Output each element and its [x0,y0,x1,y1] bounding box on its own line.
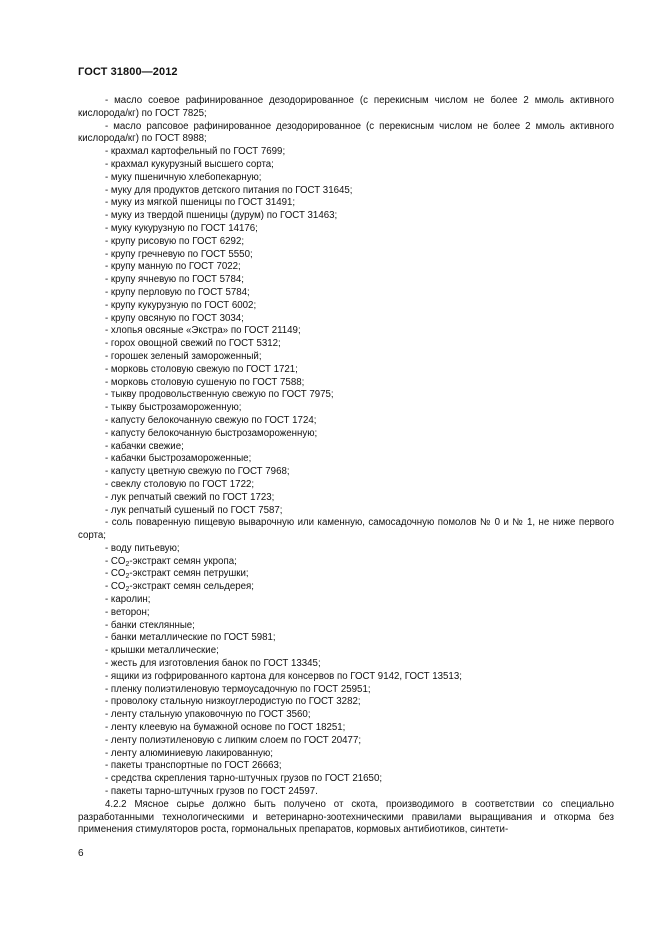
co2-rest: -экстракт семян укропа; [129,555,237,567]
list-item: - крупу ячневую по ГОСТ 5784; [105,274,244,286]
list-item: - кабачки быстрозамороженные; [105,453,252,465]
list-item: - средства скрепления тарно-штучных грузов по ГОСТ 21650; [105,773,383,785]
list-item: - банки металлические по ГОСТ 5981; [105,632,276,644]
list-item: - лук репчатый свежий по ГОСТ 1723; [105,491,275,503]
list-item: - тыкву быстрозамороженную; [105,402,242,414]
list-item: - морковь столовую свежую по ГОСТ 1721; [105,363,298,375]
list-item: - лук репчатый сушеный по ГОСТ 7587; [105,504,283,516]
list-item: - банки стеклянные; [105,619,195,631]
list-item: - крышки металлические; [105,645,219,657]
list-item-co2 [78,556,614,569]
list-item: - веторон; [105,606,150,618]
co2-prefix: - CO [105,568,126,580]
list-item: - муку из мягкой пшеницы по ГОСТ 31491; [105,197,296,209]
list-item: - капусту цветную свежую по ГОСТ 7968; [105,466,290,478]
document-id: ГОСТ 31800—2012 [78,66,178,78]
list-item: - горох овощной свежий по ГОСТ 5312; [105,338,281,350]
co2-prefix: - CO [105,581,126,593]
list-item: - ленту клеевую на бумажной основе по ГОСТ 18251; [105,722,346,734]
list-item: - ленту алюминиевую лакированную; [105,747,273,759]
page-number: 6 [78,848,84,859]
list-item: - крахмал кукурузный высшего сорта; [105,158,274,170]
co2-prefix: - CO [105,555,126,567]
list-item: - масло рапсовое рафинированное дезодорированное (с перекисным числом не более 2 ммоль активного кислорода/кг) по ГОСТ 8988; [78,120,614,145]
co2-subscript: 2 [125,560,130,568]
list-item: - пакеты транспортные по ГОСТ 26663; [105,760,282,772]
list-item: - муку кукурузную по ГОСТ 14176; [105,222,258,234]
list-item: - жесть для изготовления банок по ГОСТ 13345; [105,658,321,670]
list-item: - муку из твердой пшеницы (дурум) по ГОСТ 31463; [105,210,338,222]
section-paragraph: 4.2.2 Мясное сырье должно быть получено от скота, производимого в соответствии со специально разработанными технологическими и ветеринарно-зоотехническими правилами выращивания и откорма без применения стимуляторов роста, гормональных препаратов, кормовых антибиотиков, синтети- [78,798,614,836]
co2-rest: -экстракт семян петрушки; [129,568,249,580]
list-item: - хлопья овсяные «Экстра» по ГОСТ 21149; [105,325,301,337]
list-item: - воду питьевую; [105,542,180,554]
list-item: - свеклу столовую по ГОСТ 1722; [105,478,255,490]
list-item: - муку для продуктов детского питания по ГОСТ 31645; [105,184,353,196]
list-item: - муку пшеничную хлебопекарную; [105,171,262,183]
list-item: - соль поваренную пищевую выварочную или каменную, самосадочную помолов № 0 и № 1, не ниже первого сорта; [78,517,614,542]
co2-rest: -экстракт семян сельдерея; [129,581,254,593]
list-item: - капусту белокочанную свежую по ГОСТ 1724; [105,414,317,426]
list-item: - ленту полиэтиленовую с липким слоем по ГОСТ 20477; [105,734,362,746]
list-item: - масло соевое рафинированное дезодорированное (с перекисным числом не более 2 ммоль активного кислорода/кг) по ГОСТ 7825; [78,95,614,119]
list-item: - тыкву продовольственную свежую по ГОСТ 7975; [105,389,334,401]
list-item: - капусту белокочанную быстрозамороженную; [105,427,318,439]
list-item: - проволоку стальную низкоуглеродистую по ГОСТ 3282; [105,696,361,708]
list-item: - крупу манную по ГОСТ 7022; [105,261,241,273]
list-item: - крупу перловую по ГОСТ 5784; [105,286,250,298]
list-item: - крупу кукурузную по ГОСТ 6002; [105,299,257,311]
co2-subscript: 2 [125,573,130,581]
list-item-co2 [78,568,614,581]
list-item: - пленку полиэтиленовую термоусадочную по ГОСТ 25951; [105,683,371,695]
co2-subscript: 2 [125,586,130,594]
list-item: - кабачки свежие; [105,440,184,452]
list-item: - горошек зеленый замороженный; [105,350,262,362]
list-item: - ящики из гофрированного картона для консервов по ГОСТ 9142, ГОСТ 13513; [105,670,462,682]
list-item: - крахмал картофельный по ГОСТ 7699; [105,146,286,158]
list-item: - крупу овсяную по ГОСТ 3034; [105,312,244,324]
list-item: - пакеты тарно-штучных грузов по ГОСТ 24597. [105,786,318,798]
list-item: - каролин; [105,594,151,606]
list-item: - ленту стальную упаковочную по ГОСТ 3560; [105,709,311,721]
list-item: - крупу рисовую по ГОСТ 6292; [105,235,245,247]
document-body [78,95,614,837]
list-item: - морковь столовую сушеную по ГОСТ 7588; [105,376,305,388]
list-item-co2 [78,581,614,594]
list-item: - крупу гречневую по ГОСТ 5550; [105,248,253,260]
